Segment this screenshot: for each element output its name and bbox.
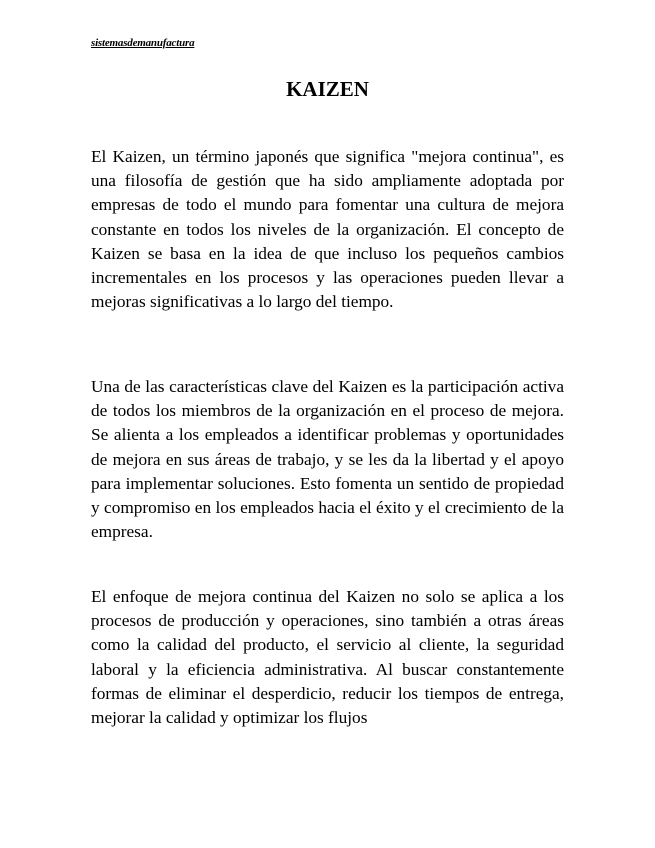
paragraph-participation: Una de las características clave del Kaizen es la participación activa de todos los miembros de la organización en el proceso de mejora. Se alienta a los empleados a identificar problemas y oportunidades de mejora en sus áreas de trabajo, y se les da la libertad y el apoyo para implementar soluciones. Esto fomenta un sentido de propiedad y compromiso en los empleados hacia el éxito y el crecimiento de la empresa. [91, 377, 564, 542]
header-site-link[interactable]: sistemasdemanufactura [91, 37, 195, 49]
paragraph-continuous-improvement: El enfoque de mejora continua del Kaizen no solo se aplica a los procesos de producción y operaciones, sino también a otras áreas como la calidad del producto, el servicio al cliente, la seguridad laboral y la eficiencia administrativa. Al buscar constantemente formas de eliminar el desperdicio, reducir los tiempos de entrega, mejorar la calidad y optimizar los flujos [91, 587, 564, 728]
page-title: KAIZEN [286, 77, 369, 101]
paragraph-intro: El Kaizen, un término japonés que significa "mejora continua", es una filosofía de gestión que ha sido ampliamente adoptada por empresas de todo el mundo para fomentar una cultura de mejora constante en todos los niveles de la organización. El concepto de Kaizen se basa en la idea de que incluso los pequeños cambios incrementales en los procesos y las operaciones pueden llevar a mejoras significativas a lo largo del tiempo. [91, 147, 564, 312]
